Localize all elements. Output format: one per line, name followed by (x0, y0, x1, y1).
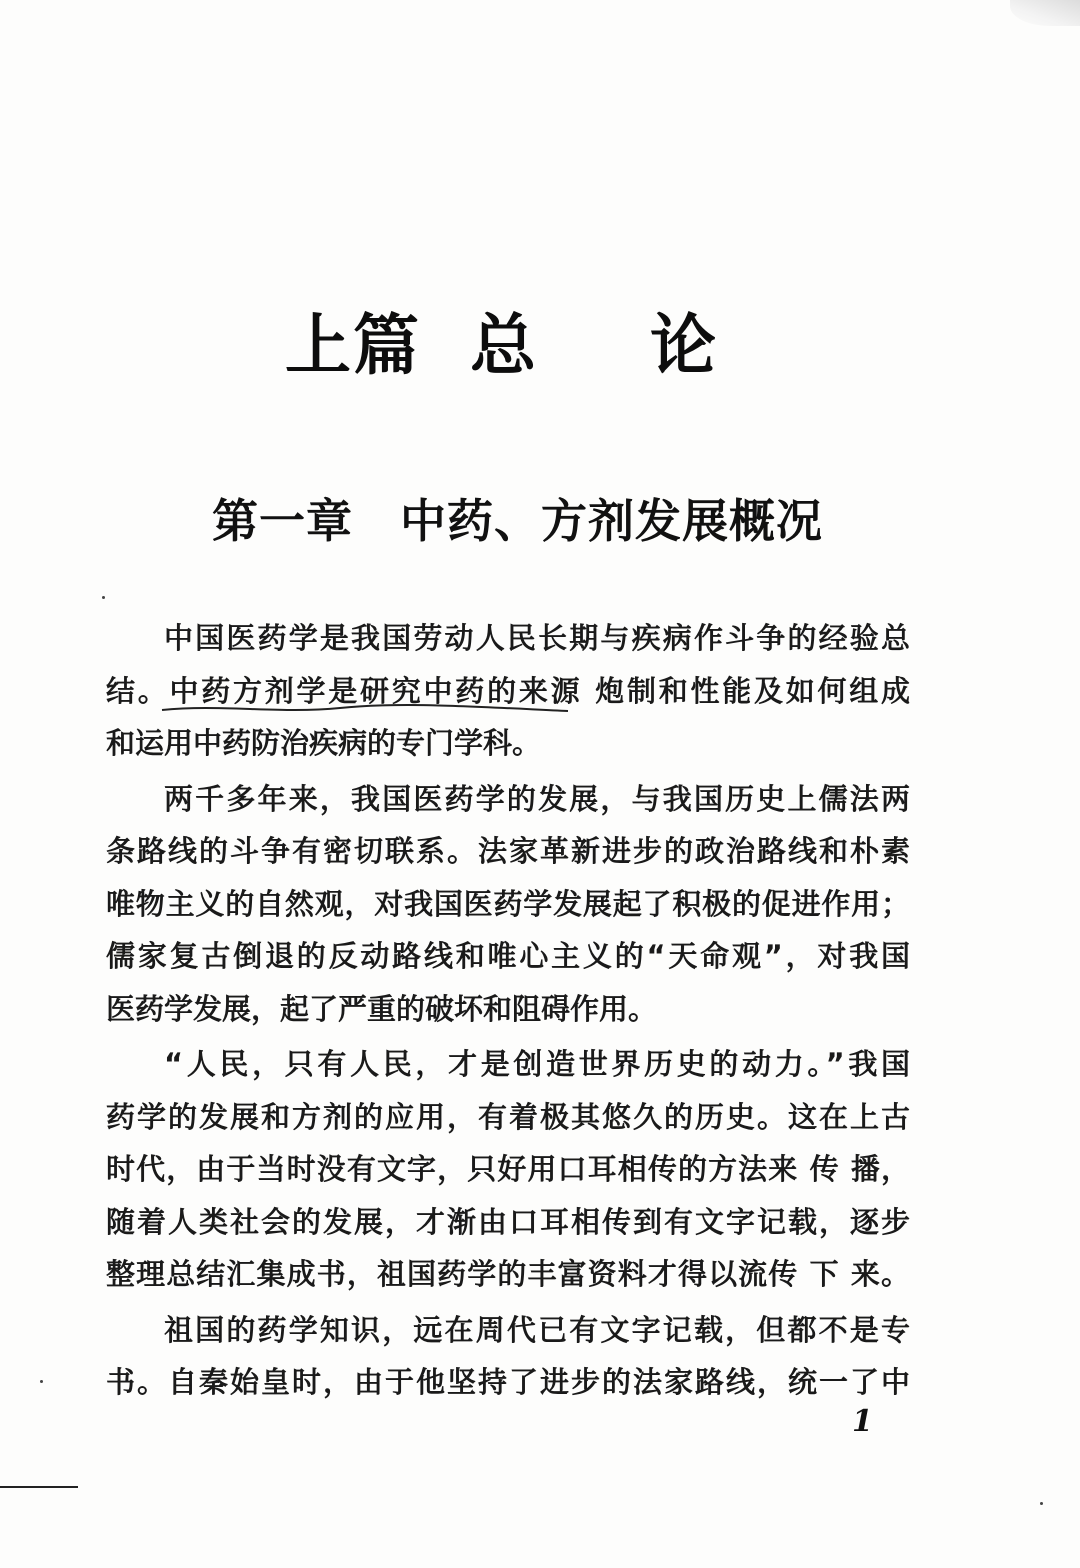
body-text (106, 612, 910, 1409)
text-line: 时代，由于当时没有文字，只好用口耳相传的方法来 传 播， (106, 1152, 910, 1186)
text-line: 祖国的药学知识，远在周代已有文字记载，但都不是专 (164, 1312, 910, 1347)
text-line: 结。中药方剂学是研究中药的来源 炮制和性能及如何组成 (106, 673, 910, 708)
text-line: 药学的发展和方剂的应用，有着极其悠久的历史。这在上古 (106, 1099, 910, 1134)
part-title-char: 总 (470, 306, 538, 384)
part-title-char: 论 (650, 306, 718, 384)
text-line: 两千多年来，我国医药学的发展，与我国历史上儒法两 (164, 781, 910, 816)
text-line: 条路线的斗争有密切联系。法家革新进步的政治路线和朴素 (106, 834, 910, 868)
chapter-title (0, 486, 1080, 556)
text-line: “人民，只有人民，才是创造世界历史的动力。”我国 (164, 1047, 910, 1081)
text-line: 随着人类社会的发展，才渐由口耳相传到有文字记载，逐步 (106, 1204, 910, 1239)
scan-edge-line (0, 1486, 78, 1488)
part-title (0, 300, 1080, 390)
scan-corner-shadow (1010, 0, 1080, 26)
text-line: 整理总结汇集成书，祖国药学的丰富资料才得以流传 下 来。 (106, 1257, 910, 1291)
text-line: 书。自秦始皇时，由于他坚持了进步的法家路线，统一了中 (106, 1365, 910, 1399)
handwritten-underline (160, 702, 570, 716)
text-line: 中国医药学是我国劳动人民长期与疾病作斗争的经验总 (164, 621, 910, 655)
chapter-name: 中药、方剂发展概况 (400, 494, 823, 548)
scan-speck (40, 1380, 43, 1383)
scan-speck (1040, 1502, 1043, 1505)
text-line: 和运用中药防治疾病的专门学科。 (106, 726, 542, 760)
text-line: 唯物主义的自然观，对我国医药学发展起了积极的促进作用； (106, 886, 910, 921)
scan-speck (102, 596, 105, 599)
text-line: 儒家复古倒退的反动路线和唯心主义的“天命观”，对我国 (106, 939, 910, 973)
chapter-number: 第一章 (212, 494, 353, 548)
page-number: 1 (852, 1404, 873, 1439)
part-title-char: 上篇 (285, 306, 421, 384)
text-line: 医药学发展，起了严重的破坏和阻碍作用。 (106, 991, 658, 1026)
